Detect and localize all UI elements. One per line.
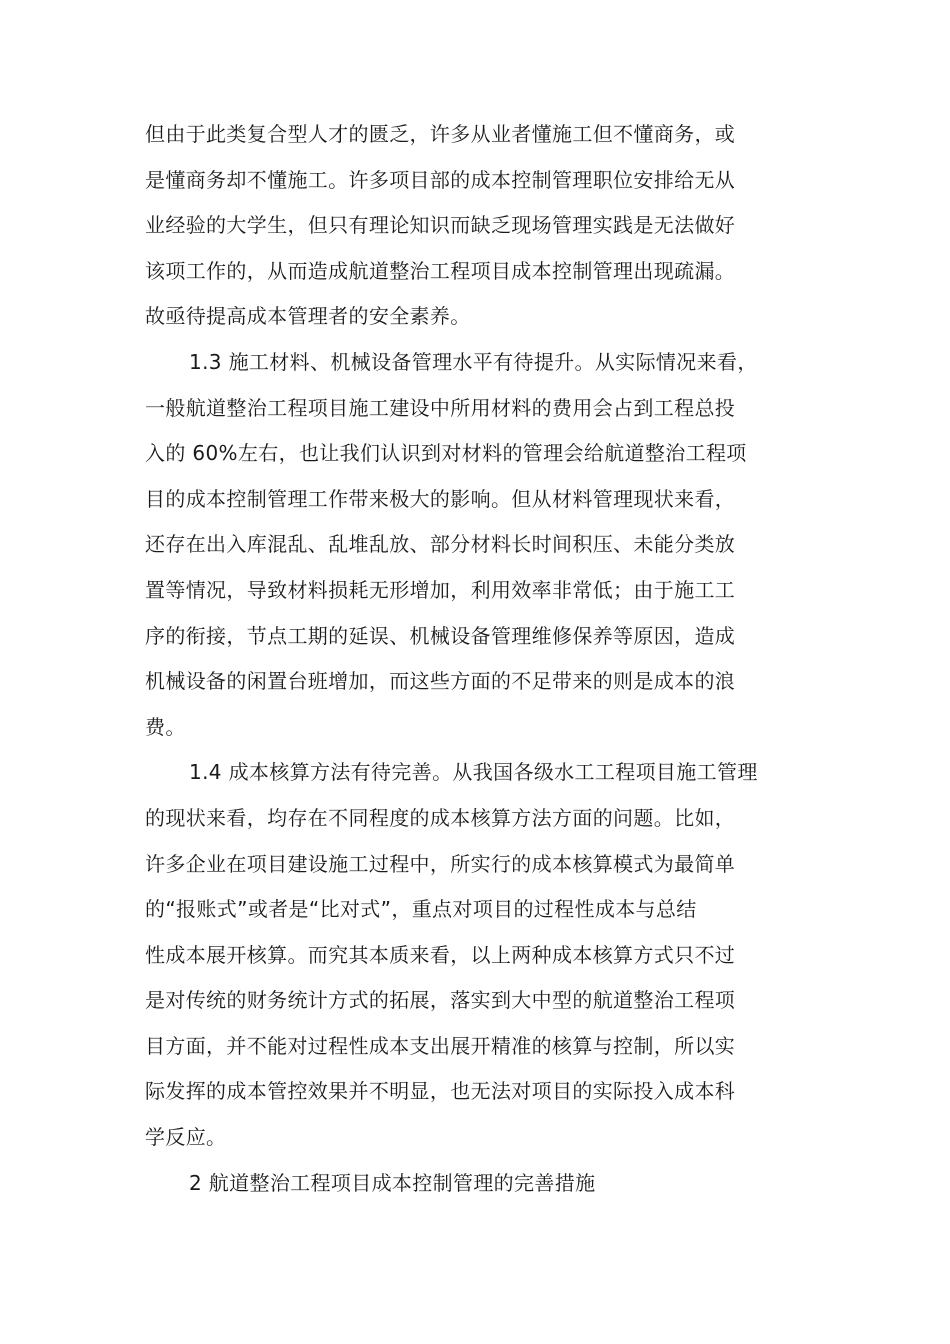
section-heading: 2 航道整治工程项目成本控制管理的完善措施: [189, 1170, 596, 1195]
text-line: 的现状来看，均存在不同程度的成本核算方法方面的问题。比如，: [145, 805, 736, 830]
text-line: 际发挥的成本管控效果并不明显，也无法对项目的实际投入成本科: [145, 1079, 736, 1104]
text-line: 是对传统的财务统计方式的拓展，落实到大中型的航道整治工程项: [145, 988, 736, 1013]
text-line: 一般航道整治工程项目施工建设中所用材料的费用会占到工程总投: [145, 395, 736, 420]
section-heading-2: [145, 1161, 810, 1207]
paragraph-section-1-3: [145, 340, 810, 750]
text-line: 是懂商务却不懂施工。许多项目部的成本控制管理职位安排给无从: [145, 167, 736, 192]
text-line: 目的成本控制管理工作带来极大的影响。但从材料管理现状来看，: [145, 486, 736, 511]
text-line: 该项工作的，从而造成航道整治工程项目成本控制管理出现疏漏。: [145, 258, 736, 283]
text-line: 学反应。: [145, 1125, 227, 1150]
text-line: 入的 60%左右，也让我们认识到对材料的管理会给航道整治工程项: [145, 441, 747, 466]
text-line: 业经验的大学生，但只有理论知识而缺乏现场管理实践是无法做好: [145, 213, 736, 238]
text-line: 故亟待提高成本管理者的安全素养。: [145, 304, 471, 329]
text-line: 目方面，并不能对过程性成本支出展开精准的核算与控制，所以实: [145, 1033, 736, 1058]
text-line: 但由于此类复合型人才的匮乏，许多从业者懂施工但不懂商务，或: [145, 122, 736, 146]
text-line: 的“报账式”或者是“比对式”，重点对项目的过程性成本与总结: [145, 897, 697, 922]
paragraph-section-1-4: [145, 750, 810, 1160]
text-line: 置等情况，导致材料损耗无形增加，利用效率非常低；由于施工工: [145, 577, 736, 602]
text-line: 机械设备的闲置台班增加，而这些方面的不足带来的则是成本的浪: [145, 669, 736, 694]
text-line: 性成本展开核算。而究其本质来看，以上两种成本核算方式只不过: [145, 942, 736, 967]
paragraph-continuation: [145, 112, 810, 340]
text-line: 序的衔接，节点工期的延误、机械设备管理维修保养等原因，造成: [145, 623, 736, 648]
text-line: 还存在出入库混乱、乱堆乱放、部分材料长时间积压、未能分类放: [145, 532, 736, 557]
text-line: 1.3 施工材料、机械设备管理水平有待提升。从实际情况来看，: [189, 349, 758, 374]
text-line: 许多企业在项目建设施工过程中，所实行的成本核算模式为最简单: [145, 851, 736, 876]
text-line: 1.4 成本核算方法有待完善。从我国各级水工工程项目施工管理: [189, 760, 758, 785]
text-line: 费。: [145, 714, 186, 739]
document-body: [145, 112, 810, 1206]
